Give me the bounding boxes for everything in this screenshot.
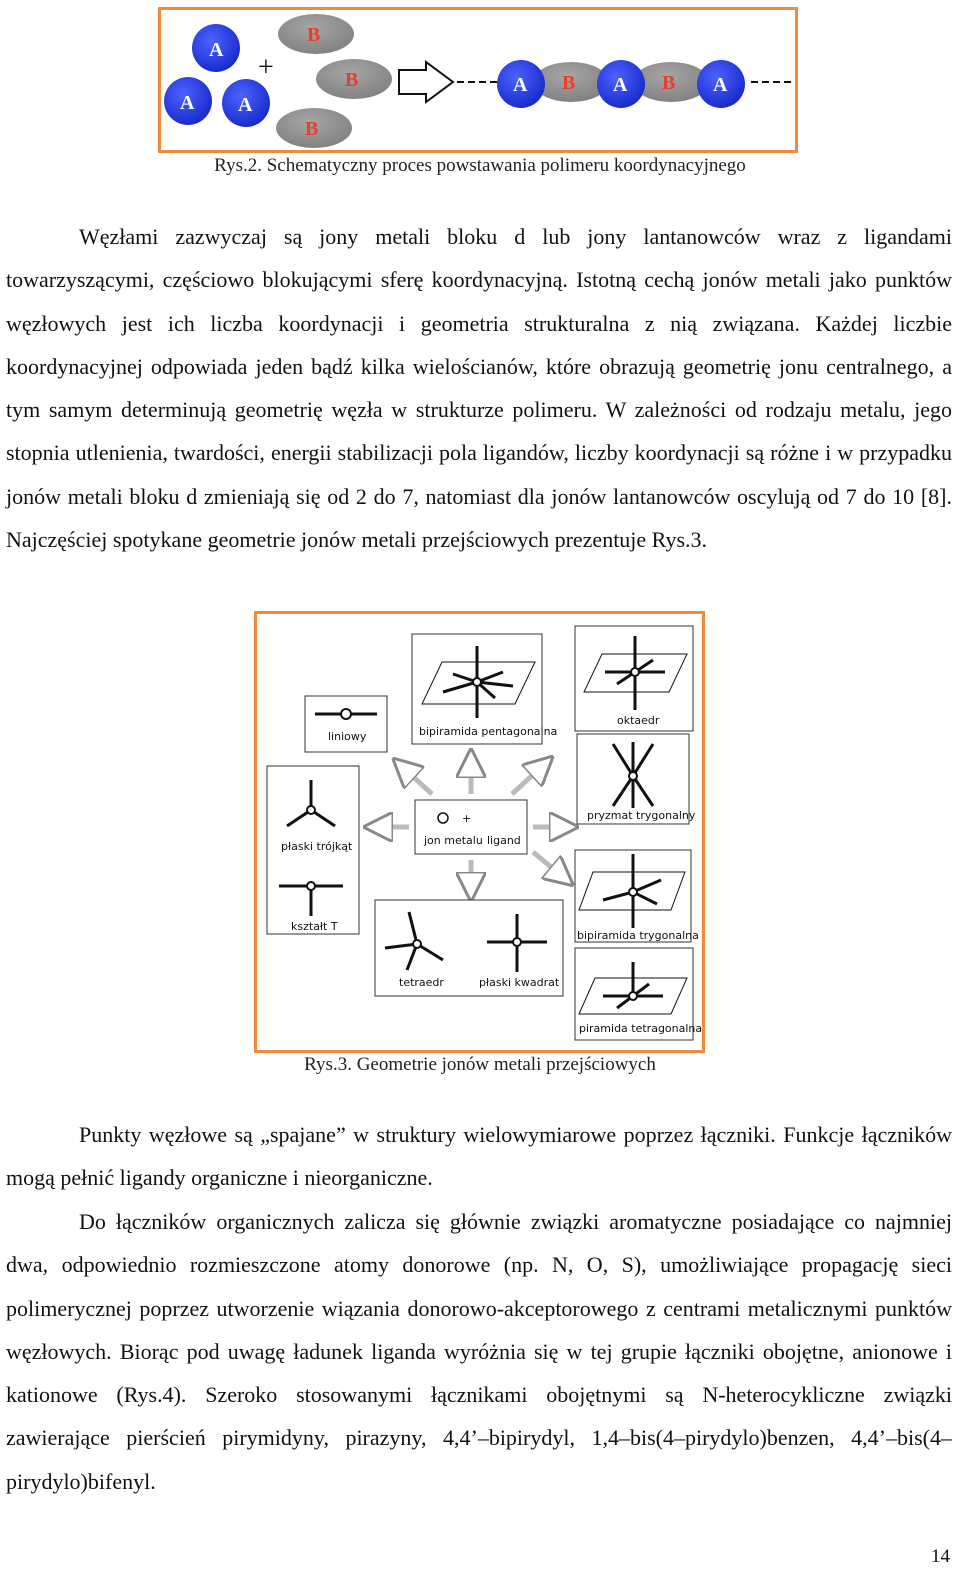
label-a: A [180, 92, 195, 114]
label-liniowy: liniowy [328, 730, 367, 743]
label-a: A [713, 74, 728, 96]
label-b: B [307, 24, 321, 46]
label-a: A [513, 74, 528, 96]
paragraph-organic-linkers: Do łączników organicznych zalicza się głównie związki aromatyczne posiadające co najmniej dwa, odpowiednio rozmieszczone atomy donorowe (np. N, O, S), umożliwiające propagację sieci polimerycznej poprzez utworzenie wiązania donorowo-akceptorowego z centrami metalicznymi punktów węzłowych. Biorąc pod uwagę ładunek liganda wyróżnia się w tej grupie łączniki obojętne, anionowe i kationowe (Rys.4). Szeroko stosowanymi łącznikami obojętnymi są N-heterocykliczne związki zawierające pierścień pirymidyny, pirazyny, 4,4’–bipirydyl, 1,4–bis(4–pirydylo)benzen, 4,4’–bis(4–pirydylo)bifenyl. [6, 1209, 952, 1494]
arrow [397, 762, 432, 794]
label-plaski-trojkat: płaski trójkąt [281, 840, 353, 853]
arrow [533, 852, 569, 882]
box-liniowy [305, 696, 387, 752]
geometries-svg [257, 614, 702, 1050]
figure-polymer-scheme [158, 7, 798, 153]
paragraph-linkers: Punkty węzłowe są „spajane” w struktury wielowymiarowe poprzez łączniki. Funkcje łączników mogą pełnić ligandy organiczne i nieorganiczne. [6, 1122, 952, 1191]
label-b: B [662, 72, 676, 94]
label-ligand: ligand [487, 834, 521, 847]
page-number: 14 [931, 1546, 950, 1567]
label-a: A [209, 39, 224, 61]
label-tetraedr: tetraedr [399, 976, 444, 989]
figure-caption-rys3: Rys.3. Geometrie jonów metali przejściowych [304, 1054, 656, 1075]
label-bipiramida-trygonalna: bipiramida trygonalna [577, 929, 699, 942]
label-a: A [238, 94, 253, 116]
label-b: B [305, 118, 319, 140]
polymer-scheme-svg [161, 10, 795, 150]
label-a: A [613, 74, 628, 96]
figure-caption-rys2: Rys.2. Schematyczny proces powstawania polimeru koordynacyjnego [214, 155, 746, 176]
label-piramida-tetragonalna: piramida tetragonalna [579, 1022, 702, 1035]
label-oktaedr: oktaedr [617, 714, 660, 727]
label-plaski-kwadrat: płaski kwadrat [479, 976, 560, 989]
label-ksztalt-t: kształt T [291, 920, 338, 933]
plus-sign: + [258, 52, 274, 83]
label-b: B [562, 72, 576, 94]
label-jon-metalu: jon metalu [424, 834, 483, 847]
reaction-arrow [399, 62, 453, 102]
paragraph-nodes: Węzłami zazwyczaj są jony metali bloku d lub jony lantanowców wraz z ligandami towarzyszącymi, częściowo blokującymi sferę koordynacyjną. Istotną cechą jonów metali jako punktów węzłowych jest ich liczba koordynacji i geometria strukturalna z nią związana. Każdej liczbie koordynacyjnej odpowiada jeden bądź kilka wielościanów, które obrazują geometrię jonu centralnego, a tym samym determinują geometrię węzła w strukturze polimeru. W zależności od rodzaju metalu, jego stopnia utlenienia, twardości, energii stabilizacji pola ligandów, liczby koordynacji są różne i w przypadku jonów metali bloku d zmieniają się od 2 do 7, natomiast dla jonów lantanowców oscylują od 7 do 10 [8]. Najczęściej spotykane geometrie jonów metali przejściowych prezentuje Rys.3. [6, 224, 952, 553]
arrow [512, 760, 549, 794]
label-bipiramida-pentagonalna: bipiramida pentagonalna [419, 725, 558, 738]
label-b: B [345, 69, 359, 91]
legend-plus: + [462, 812, 472, 825]
figure-geometries [254, 611, 705, 1053]
label-pryzmat-trygonalny: pryzmat trygonalny [587, 809, 696, 822]
